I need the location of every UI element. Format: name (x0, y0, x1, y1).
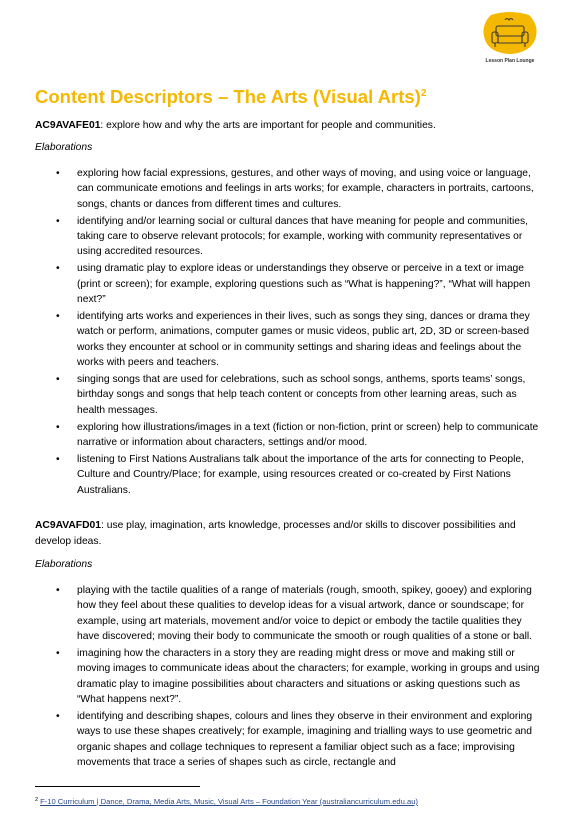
elaborations-heading-2: Elaborations (35, 559, 93, 570)
list-item: • identifying and describing shapes, colours and lines they observe in their environment and exploring ways to use these shapes creatively; for example, imagining and trialling ways to use geometric and organic shapes and collage techniques to represent a familiar object such as a face; improvising movements that trace a series of shapes such as circle, rectangle and (55, 709, 543, 770)
footnote-separator (35, 786, 200, 787)
footnote-marker: 2 (35, 797, 39, 803)
elaborations-list-2 (55, 583, 543, 772)
list-item: • playing with the tactile qualities of a range of materials (rough, smooth, spikey, gooey) and exploring how they feel about these qualities to develop ideas for a visual artwork, dance or soundscape; for example, using art materials, movement and/or voice to depict or embody the tactile qualities they have discovered; moving their body to communicate the smooth or rough qualities of a stone or ball. (55, 583, 543, 644)
descriptor-code: AC9AVAFD01 (35, 520, 101, 531)
elaborations-list-1 (55, 166, 543, 500)
title-footnote-marker: 2 (420, 88, 427, 99)
page-title-text: Content Descriptors – The Arts (Visual Arts) (35, 86, 421, 107)
content-descriptor-1 (35, 118, 535, 134)
list-item: • exploring how facial expressions, gestures, and other ways of moving, and using voice or language, can communicate emotions and feelings in arts works; for example, characters in portraits, cartoons, songs, chants or dances from different times and cultures. (55, 166, 543, 212)
list-item: • identifying arts works and experiences in their lives, such as songs they sing, dances or drama they watch or perform, animations, computer games or music videos, public art, 2D, 3D or screen-based works they encounter at school or in community settings and sharing ideas and feelings about the works with peers and teachers. (55, 309, 543, 370)
list-item: • using dramatic play to explore ideas or understandings they observe or perceive in a text or image (print or screen); for example, exploring questions such as “What is happening?”, “What will happen next?” (55, 261, 543, 307)
descriptor-code: AC9AVAFE01 (35, 120, 101, 131)
list-item: • imagining how the characters in a story they are reading might dress or move and making still or moving images to communicate ideas about the characters; for example, working in groups and using dramatic play to imagine possibilities about characters and situations or asking questions such as “What happens next?”. (55, 646, 543, 707)
list-item: • singing songs that are used for celebrations, such as school songs, anthems, sports teams’ songs, birthday songs and songs that help teach content or concepts from other learning areas, such as health messages. (55, 372, 543, 418)
elaborations-heading-1: Elaborations (35, 142, 93, 153)
logo-text: Lesson Plan Lounge (485, 58, 535, 64)
sofa-logo-icon (481, 12, 539, 56)
descriptor-text: : use play, imagination, arts knowledge, processes and/or skills to discover possibilities and develop ideas. (35, 520, 516, 547)
list-item: • exploring how illustrations/images in a text (fiction or non-fiction, print or screen) help to communicate narrative or information about characters, settings and/or mood. (55, 420, 543, 451)
list-item: • identifying and/or learning social or cultural dances that have meaning for people and communities, taking care to observe relevant protocols; for example, working with community representatives or using accredited resources. (55, 214, 543, 260)
content-descriptor-2 (35, 518, 535, 550)
footnote (35, 797, 418, 806)
footnote-link[interactable]: F-10 Curriculum | Dance, Drama, Media Arts, Music, Visual Arts – Foundation Year (australiancurriculum.edu.au) (40, 797, 418, 806)
page-title (35, 86, 426, 108)
descriptor-text: : explore how and why the arts are important for people and communities. (100, 120, 436, 131)
lesson-plan-lounge-logo (474, 12, 546, 68)
list-item: • listening to First Nations Australians talk about the importance of the arts for connecting to People, Culture and Country/Place; for example, using resources created or co-created by First Nations Australians. (55, 452, 543, 498)
